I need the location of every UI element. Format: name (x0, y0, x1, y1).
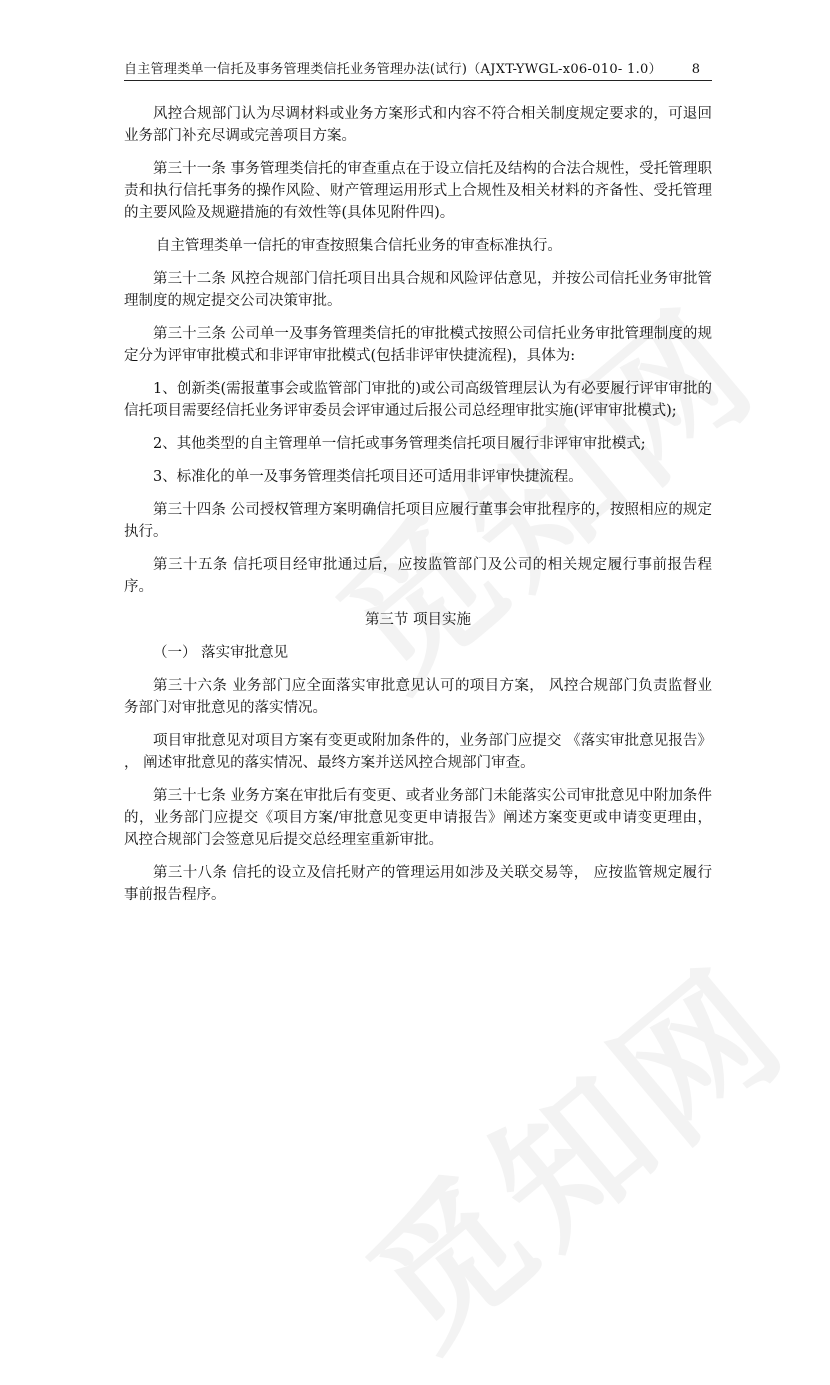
list-item-2: 2、其他类型的自主管理单一信托或事务管理类信托项目履行非评审审批模式; (153, 436, 646, 452)
article-37: 第三十七条 业务方案在审批后有变更、或者业务部门未能落实公司审批意见中附加条件的，业务部门应提交《项目方案/审批意见变更申请报告》阐述方案变更或申请变更理由， 风控合规部门会签意见后提交总经理室重新审批。 (124, 788, 712, 848)
list-item-1: 1、创新类(需报董事会或监管部门审批的)或公司高级管理层认为有必要履行评审审批的信托项目需要经信托业务评审委员会评审通过后报公司总经理审批实施(评审审批模式); (124, 381, 712, 419)
document-body (124, 103, 712, 917)
paragraph: 项目审批意见对项目方案有变更或附加条件的，业务部门应提交 《落实审批意见报告》 ， 阐述审批意见的落实情况、最终方案并送风控合规部门审查。 (124, 733, 712, 771)
article-31: 第三十一条 事务管理类信托的审查重点在于设立信托及结构的合法合规性，受托管理职责和执行信托事务的操作风险、财产管理运用形式上合规性及相关材料的齐备性、受托管理的主要风险及规避措施的有效性等(具体见附件四)。 (124, 161, 712, 221)
article-36: 第三十六条 业务部门应全面落实审批意见认可的项目方案， 风控合规部门负责监督业务部门对审批意见的落实情况。 (124, 678, 712, 716)
article-38: 第三十八条 信托的设立及信托财产的管理运用如涉及关联交易等， 应按监管规定履行事前报告程序。 (124, 865, 712, 903)
list-item-3: 3、标准化的单一及事务管理类信托项目还可适用非评审快捷流程。 (153, 469, 583, 485)
article-32: 第三十二条 风控合规部门信托项目出具合规和风险评估意见，并按公司信托业务审批管理制度的规定提交公司决策审批。 (124, 271, 712, 309)
paragraph: 风控合规部门认为尽调材料或业务方案形式和内容不符合相关制度规定要求的，可退回业务部门补充尽调或完善项目方案。 (124, 106, 712, 144)
paragraph: 自主管理类单一信托的审查按照集合信托业务的审查标准执行。 (155, 238, 562, 254)
section-title: 第三节 项目实施 (364, 612, 472, 628)
subsection-title: （一） 落实审批意见 (153, 645, 289, 661)
article-33: 第三十三条 公司单一及事务管理类信托的审批模式按照公司信托业务审批管理制度的规定分为评审审批模式和非评审审批模式(包括非评审快捷流程)，具体为: (124, 326, 712, 364)
article-34: 第三十四条 公司授权管理方案明确信托项目应履行董事会审批程序的，按照相应的规定执行。 (124, 502, 712, 540)
article-35: 第三十五条 信托项目经审批通过后，应按监管部门及公司的相关规定履行事前报告程序。 (124, 557, 712, 595)
page-number: 8 (691, 62, 700, 77)
watermark-lower (317, 911, 824, 1385)
header-title: 自主管理类单一信托及事务管理类信托业务管理办法(试行)（AJXT-YWGL-x06-010- 1.0） (124, 62, 662, 77)
page-header (124, 62, 712, 81)
